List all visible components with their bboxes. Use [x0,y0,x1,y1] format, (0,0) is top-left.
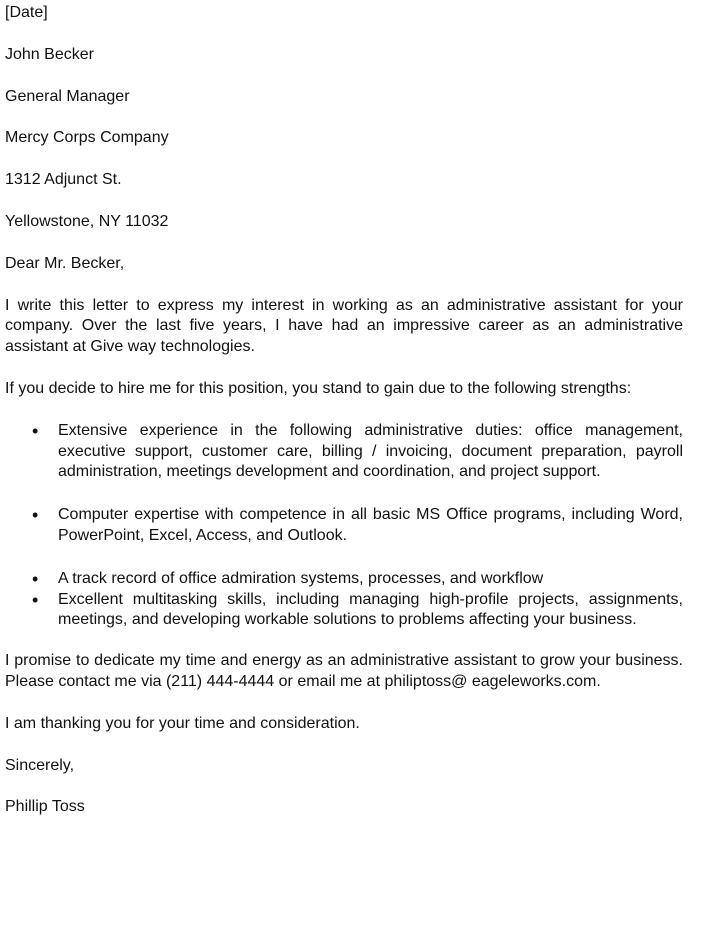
list-item: • Excellent multitasking skills, including managing high-profile projects, assignments, meetings, and developing workable solutions to problems affecting your business. [5,590,683,632]
salutation: Dear Mr. Becker, [5,254,125,272]
list-item: • Computer expertise with competence in all basic MS Office programs, including Word, PowerPoint, Excel, Access, and Outlook. [5,505,683,547]
promise-paragraph: I promise to dedicate my time and energy as an administrative assistant to grow your business. Please contact me via (211) 444-4444 or email me at philiptoss@ eageleworks.com. [5,652,683,690]
company-name: Mercy Corps Company [5,129,169,147]
street-address: 1312 Adjunct St. [5,171,122,189]
cover-letter [5,3,683,839]
signature-name: Phillip Toss [5,798,85,816]
closing: Sincerely, [5,756,75,774]
strengths-list [5,421,683,631]
thanks-paragraph: I am thanking you for your time and consideration. [5,714,360,732]
city-address: Yellowstone, NY 11032 [5,212,169,230]
recipient-name: John Becker [5,45,94,63]
date: [Date] [5,4,48,21]
intro-paragraph: I write this letter to express my interest in working as an administrative assistant for your company. Over the last five years, I have had an impressive career as an administrative assistant at Give way technologies. [5,296,683,356]
strengths-lead: If you decide to hire me for this position, you stand to gain due to the following strengths: [5,379,632,397]
list-item: • A track record of office admiration systems, processes, and workflow [5,569,683,590]
recipient-title: General Manager [5,87,130,105]
list-item: • Extensive experience in the following administrative duties: office management, executive support, customer care, billing / invoicing, document preparation, payroll administration, meetings development and coordination, and project support. [5,421,683,483]
